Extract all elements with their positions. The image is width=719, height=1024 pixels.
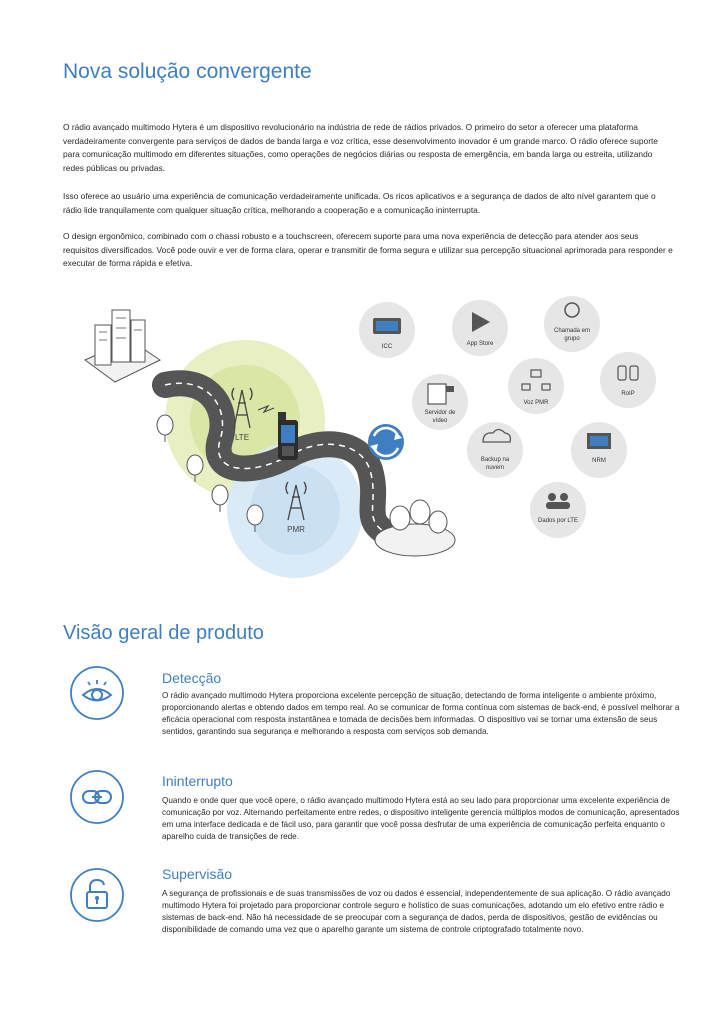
section-title-convergent: Nova solução convergente	[63, 60, 312, 83]
service-app-store	[452, 300, 508, 356]
convergent-network-illustration	[70, 290, 670, 580]
feature-title-supervision: Supervisão	[162, 866, 233, 882]
city-buildings-icon	[85, 310, 160, 382]
svg-text:Voz PMR: Voz PMR	[523, 400, 549, 406]
svg-text:Servidor de: Servidor de	[424, 410, 456, 416]
feature-title-detection: Detecção	[162, 670, 222, 686]
svg-text:App Store: App Store	[466, 341, 494, 347]
users-icon	[548, 493, 556, 501]
feature-text-detection: O rádio avançado multimodo Hytera proporciona excelente percepção de situação, detectando de forma inteligente o ambiente próximo, proporcionando alertas e obtendo dados em tempo real. Ao se comunicar de forma contínua com sistemas de back-end, é possível melhorar a eficácia operacional com resposta instantânea e tomada de decisões bem informadas. O dispositivo vai se tornar uma extensão de seus sentidos, garantindo sua segurança e melhorando a resposta com serviços sob demanda.	[162, 691, 680, 736]
feature-text-supervision: A segurança de profissionais e de suas transmissões de voz ou dados é essencial, independentemente de sua aplicação. O rádio avançado multimodo Hytera foi projetado para proporcionar controle seguro e holístico de suas comunicações, adotando um elo efetivo entre rádio e sistemas de back-end. Não há necessidade de se preocupar com a segurança de dados, perda de dispositivos, gestão de evidências ou disponibilidade de comando uma vez que o aparelho garante um sistema de controle criptografado totalmente novo.	[162, 889, 671, 934]
feature-title-uninterrupted: Ininterrupto	[162, 773, 233, 789]
service-lte-data	[530, 482, 586, 538]
section-title-overview: Visão geral de produto	[63, 622, 264, 644]
service-roip	[600, 352, 656, 408]
svg-text:RoIP: RoIP	[621, 391, 635, 397]
padlock-icon	[68, 866, 126, 924]
service-video-server	[412, 374, 468, 430]
service-nrm	[571, 422, 627, 478]
lte-tower-label: LTE	[234, 433, 250, 442]
svg-text:ICC: ICC	[381, 344, 393, 350]
svg-text:Chamada em: Chamada em	[553, 328, 591, 334]
service-icc	[359, 302, 415, 358]
svg-text:grupo: grupo	[564, 336, 580, 342]
svg-text:Backup na: Backup na	[480, 457, 510, 463]
svg-text:Dados por LTE: Dados por LTE	[538, 518, 578, 524]
intro-paragraph-2: Isso oferece ao usuário uma experiência de comunicação verdadeiramente unificada. Os ricos aplicativos e a segurança de dados de alto nível garantem que o rádio lide tranquilamente com qualquer situação crítica, melhorando a cooperação e a comunicação ininterrupta.	[63, 191, 656, 215]
service-cloud-backup	[467, 422, 523, 478]
pmr-tower-label: PMR	[287, 525, 305, 534]
svg-text:vídeo: vídeo	[432, 418, 448, 424]
service-group-call	[544, 296, 600, 352]
eye-icon	[68, 664, 126, 722]
intro-paragraph-1: O rádio avançado multimodo Hytera é um dispositivo revolucionário na indústria de rede de rádios privados. O primeiro do setor a oferecer uma plataforma verdadeiramente convergente para serviços de dados de banda larga e voz crítica, esse desenvolvimento inovador é um grande marco. O rádio oferece suporte para comunicação multimodo em diferentes situações, como operações de negócios diárias ou resposta de emergência, em banda larga ou estreita, utilizando redes públicas ou privadas.	[63, 122, 658, 173]
sync-globe-icon	[368, 424, 404, 460]
svg-text:NRM: NRM	[592, 458, 606, 464]
svg-text:nuvem: nuvem	[485, 465, 505, 471]
feature-text-uninterrupted: Quando e onde quer que você opere, o rádio avançado multimodo Hytera está ao seu lado para proporcionar uma excelente experiência de comunicação por voz. Alternando perfeitamente entre redes, o dispositivo inteligente gerencia múltiplos modos de comunicação, apresentados em uma interface dedicada e de fácil uso, para garantir que você possa desfrutar de uma experiência de comunicação perfeita enquanto o aparelho cuida de transições de rede.	[162, 796, 680, 841]
intro-paragraph-3: O design ergonômico, combinado com o chassi robusto e a touchscreen, oferecem suporte para uma nova experiência de detecção para atender aos seus requisitos diversificados. Você pode ouvir e ver de forma clara, operar e transmitir de forma segura e utilizar sua percepção situacional aprimorada para responder e executar de forma rápida e efetiva.	[63, 231, 673, 268]
link-icon	[68, 768, 126, 826]
service-pmr-voice	[508, 358, 564, 414]
video-server-icon	[428, 384, 446, 404]
